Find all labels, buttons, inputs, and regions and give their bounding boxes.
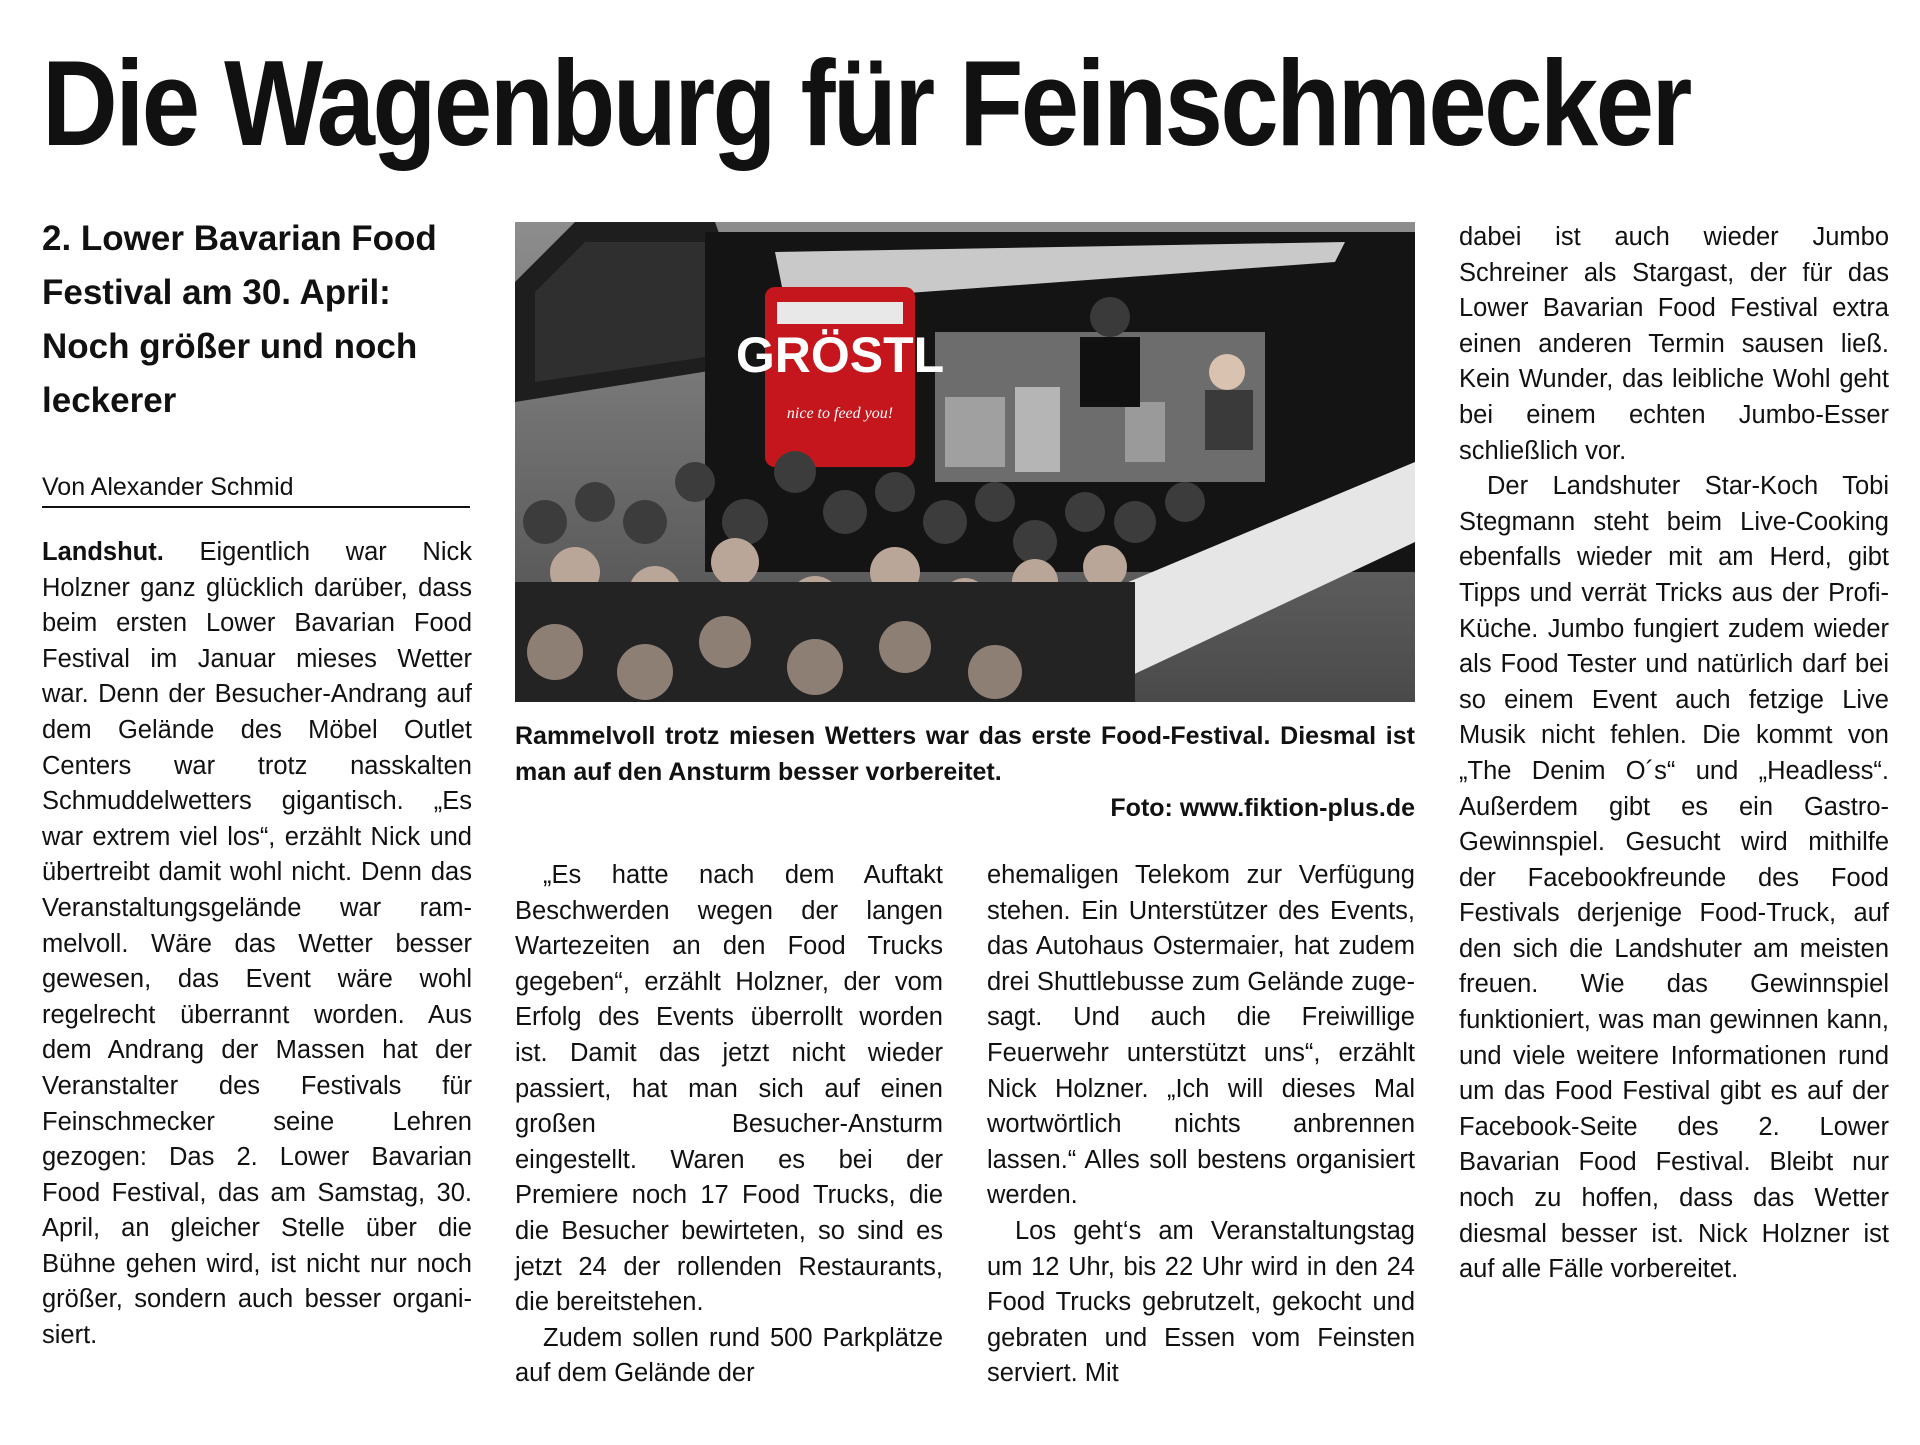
paragraph: Der Landshuter Star-Koch Tobi Stegmann steht beim Live-Cooking ebenfalls wieder mit am Herd, gibt Tipps und verrät Tricks aus der Profi-Küche. Jumbo fungiert zudem wieder als Food Tester und natürlich darf bei so einem Event auch fetzige Live Musik nicht fehlen. Die kommt von „The Denim O´s“ und „Headless“. Außerdem gibt es ein Gastro-Gewinnspiel. Gesucht wird mithilfe der Facebookfreunde des Food Festivals derjenige Food-Truck, auf den sich die Landshuter am meisten freuen. Wie das Gewinnspiel funktioniert, was man gewinnen kann, und viele weitere Informationen rund um das Food Festival gibt es auf der Facebook-Seite des 2. Lower Bavarian Food Festival. Bleibt nur noch zu hoffen, dass das Wetter diesmal besser ist. Nick Holzner ist auf alle Fälle vorbereitet.	[1459, 472, 1889, 1284]
byline: Von Alexander Schmid	[42, 470, 470, 508]
paragraph: „Es hatte nach dem Auftakt Beschwerden wegen der langen Wartezeiten an den Food Trucks gegeben“, erzählt Holzner, der vom Erfolg des Events überrollt worden ist. Damit das jetzt nicht wieder passiert, hat man sich auf einen großen Besucher-Ansturm eingestellt. Waren es bei der Premiere noch 17 Food Trucks, die die Besucher bewirteten, so sind es jetzt 24 der rollenden Restaurants, die bereitstehen.	[515, 861, 943, 1317]
headline: Die Wagenburg für Feinschmecker	[42, 35, 1690, 171]
dateline: Landshut.	[42, 538, 164, 566]
article-column-2	[515, 858, 943, 1392]
article-column-4	[1459, 220, 1889, 1288]
sign-text: GRÖSTL	[735, 327, 945, 383]
article-column-1	[42, 535, 472, 1354]
paragraph: ehemaligen Telekom zur Verfügung stehen. Ein Unterstützer des Events, das Autohaus Ostermaier, hat zudem drei Shuttlebusse zum Gelände zugesagt. Und auch die Freiwillige Feuerwehr unterstützt uns“, erzählt Nick Holzner. „Ich will dieses Mal wortwörtlich nichts anbrennen lassen.“ Alles soll bestens organisiert werden.	[987, 861, 1415, 1210]
paragraph: Zudem sollen rund 500 Parkplätze auf dem Gelände der	[515, 1323, 943, 1388]
paragraph: Los geht‘s am Veranstaltungstag um 12 Uhr, bis 22 Uhr wird in den 24 Food Trucks gebrutzelt, gekocht und gebraten und Essen vom Feinsten serviert. Mit	[987, 1216, 1415, 1388]
photo-caption	[515, 718, 1415, 826]
paragraph: Eigentlich war Nick Holzner ganz glücklich darüber, dass beim ersten Lower Bavarian Food Festival im Januar mieses Wetter war. Denn der Besucher-Andrang auf dem Gelände des Möbel Outlet Centers war trotz nasskalten Schmuddelwetters gigantisch. „Es war extrem viel los“, erzählt Nick und übertreibt damit wohl nicht. Denn das Veranstaltungsgelände war rammelvoll. Wäre das Wetter besser gewesen, das Event wäre wohl regelrecht überrannt worden. Aus dem Andrang der Massen hat der Veranstalter des Festivals für Feinschmecker seine Lehren gezogen: Das 2. Lower Bavarian Food Festival, das am Samstag, 30. April, an gleicher Stelle über die Bühne gehen wird, ist nicht nur noch größer, sondern auch besser organisiert.	[42, 538, 473, 1350]
caption-text: Rammelvoll trotz miesen Wetters war das erste Food-Festival. Diesmal ist man auf den Ansturm besser vorbereitet.	[515, 722, 1415, 786]
photo-credit: Foto: www.fiktion-plus.de	[1110, 794, 1415, 822]
article-column-3	[987, 858, 1415, 1392]
article-photo	[515, 222, 1415, 702]
paragraph: dabei ist auch wieder Jumbo Schreiner als Stargast, der für das Lower Bavarian Food Festival extra einen anderen Termin sausen ließ. Kein Wunder, das leibliche Wohl geht bei einem echten Jumbo-Esser schließlich vor.	[1459, 223, 1889, 465]
sign-small-text: nice to feed you!	[786, 405, 894, 422]
subheadline: 2. Lower Bavarian Food Festival am 30. April: Noch größer und noch leckerer	[42, 219, 437, 420]
